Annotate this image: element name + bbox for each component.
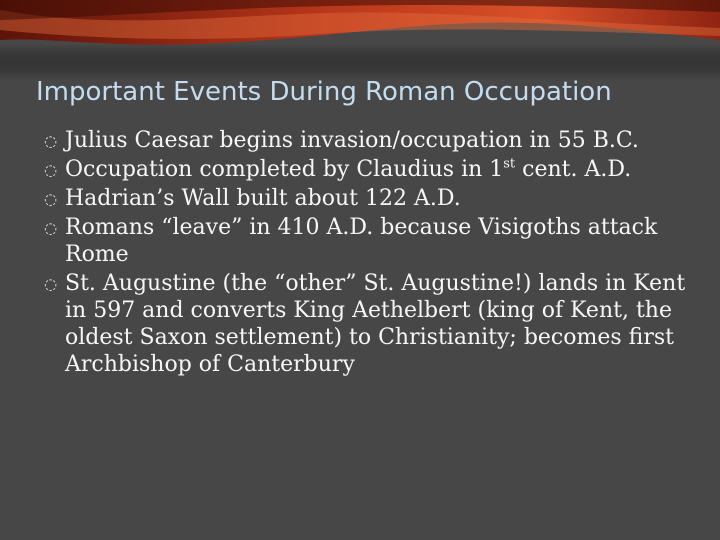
hollow-swirl-bullet-icon: ◌ <box>44 132 58 150</box>
hollow-swirl-bullet-icon: ◌ <box>44 219 58 237</box>
bullet-text: Hadrian’s Wall built about 122 A.D. <box>65 186 461 211</box>
bullet-text-continued: cent. A.D. <box>515 157 632 182</box>
hollow-swirl-bullet-icon: ◌ <box>44 161 58 179</box>
bullet-text: Julius Caesar begins invasion/occupation in 55 B.C. <box>65 128 639 153</box>
bullet-text: St. Augustine (the “other” St. Augustine!) lands in Kent in 597 and converts King Aethelbert (king of Kent, the oldest Saxon settlement) to Christianity; becomes first Archbishop of Canterbury <box>65 271 686 377</box>
ordinal-superscript: st <box>503 156 516 172</box>
hollow-swirl-bullet-icon: ◌ <box>44 275 58 293</box>
bullet-item <box>44 185 694 212</box>
bullet-item <box>44 156 694 183</box>
bullet-item <box>44 270 694 378</box>
bullet-text: Occupation completed by Claudius in 1 <box>65 157 504 182</box>
hollow-swirl-bullet-icon: ◌ <box>44 190 58 208</box>
bullet-list <box>44 127 694 380</box>
bullet-text: Romans “leave” in 410 A.D. because Visigoths attack Rome <box>65 215 658 267</box>
bullet-item <box>44 127 694 154</box>
slide-title: Important Events During Roman Occupation <box>36 77 612 107</box>
decorative-banner <box>0 0 720 80</box>
bullet-item <box>44 214 694 268</box>
